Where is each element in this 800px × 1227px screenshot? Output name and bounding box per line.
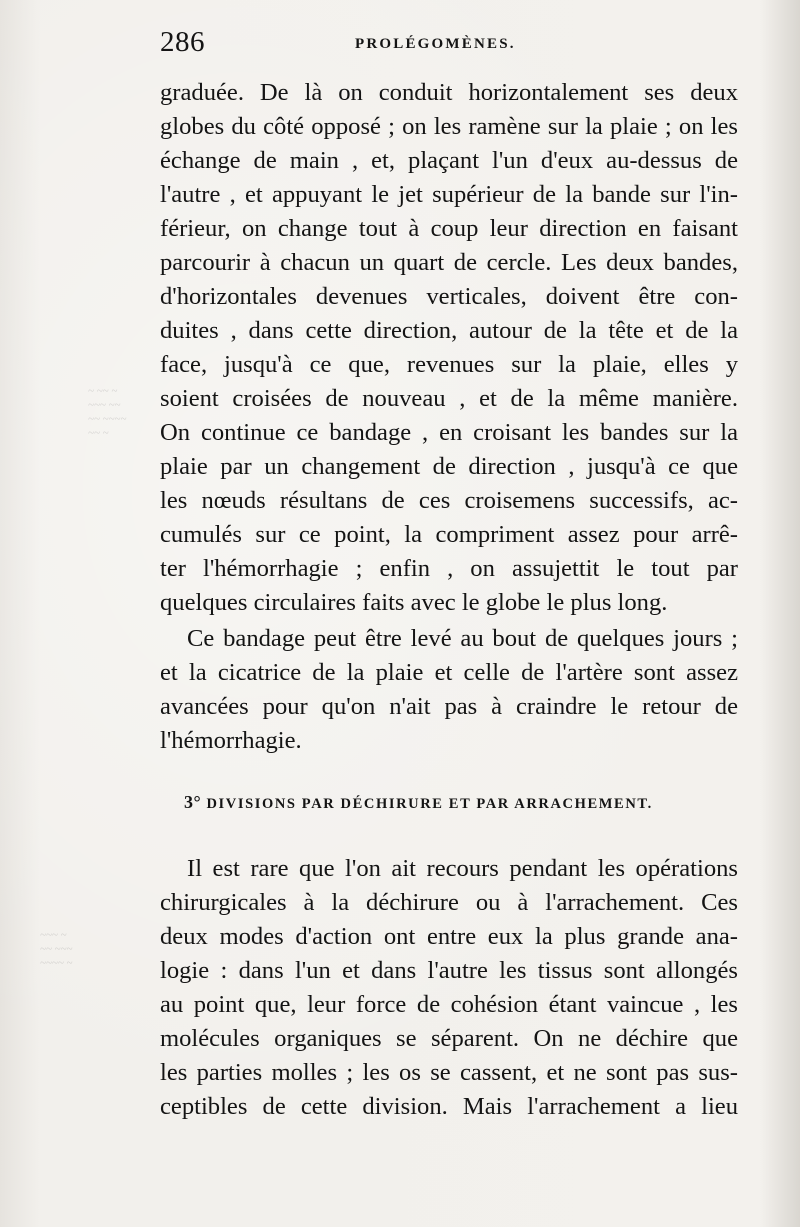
text-line: plaie par un changement de direction , jusqu'à ce que (160, 453, 738, 480)
page-header (160, 26, 740, 66)
text-line: au point que, leur force de cohésion étant vaincue , les (160, 991, 738, 1018)
text-line: cumulés sur ce point, la compriment assez pour arrê- (160, 521, 738, 548)
text-line: chirurgicales à la déchirure ou à l'arrachement. Ces (160, 889, 738, 916)
text-line: Ce bandage peut être levé au bout de quelques jours ; (187, 625, 738, 652)
text-line: deux modes d'action ont entre eux la plus grande ana- (160, 923, 738, 950)
text-line: ter l'hémorrhagie ; enfin , on assujettit le tout par (160, 555, 738, 582)
text-line: et la cicatrice de la plaie et celle de l'artère sont assez (160, 659, 738, 686)
text-line: férieur, on change tout à coup leur direction en faisant (160, 215, 738, 242)
text-line: soient croisées de nouveau , et de la même manière. (160, 385, 738, 412)
text-line: parcourir à chacun un quart de cercle. Les deux bandes, (160, 249, 738, 276)
text-line: duites , dans cette direction, autour de la tête et de la (160, 317, 738, 344)
text-line: les nœuds résultans de ces croisemens successifs, ac- (160, 487, 738, 514)
text-line: ceptibles de cette division. Mais l'arrachement a lieu (160, 1093, 738, 1120)
bleed-through-marginalia: ~ ~~ ~ ~~~ ~~ ~~ ~~~~ ~~ ~ (88, 385, 127, 439)
section-number: 3° (184, 792, 202, 812)
text-line: les parties molles ; les os se cassent, et ne sont pas sus- (160, 1059, 738, 1086)
text-line: l'autre , et appuyant le jet supérieur de la bande sur l'in- (160, 181, 738, 208)
text-line: Il est rare que l'on ait recours pendant les opérations (187, 855, 738, 882)
section-title: DIVISIONS PAR DÉCHIRURE ET PAR ARRACHEMENT. (206, 796, 653, 812)
text-line: d'horizontales devenues verticales, doivent être con- (160, 283, 738, 310)
text-line: logie : dans l'un et dans l'autre les tissus sont allongés (160, 957, 738, 984)
section-heading (184, 792, 653, 813)
text-line: échange de main , et, plaçant l'un d'eux au-dessus de (160, 147, 738, 174)
text-line: globes du côté opposé ; on les ramène sur la plaie ; on les (160, 113, 738, 140)
text-line: graduée. De là on conduit horizontalement ses deux (160, 79, 738, 106)
page-number: 286 (160, 26, 205, 58)
bleed-through-marginalia-2: ~~~ ~ ~~ ~~~ ~~~~ ~ (40, 929, 73, 969)
text-line: quelques circulaires faits avec le globe le plus long. (160, 589, 668, 616)
text-line: face, jusqu'à ce que, revenues sur la plaie, elles y (160, 351, 738, 378)
text-line: On continue ce bandage , en croisant les bandes sur la (160, 419, 738, 446)
running-head: PROLÉGOMÈNES. (355, 36, 516, 52)
text-line: l'hémorrhagie. (160, 727, 302, 754)
text-line: molécules organiques se séparent. On ne déchire que (160, 1025, 738, 1052)
text-line: avancées pour qu'on n'ait pas à craindre le retour de (160, 693, 738, 720)
